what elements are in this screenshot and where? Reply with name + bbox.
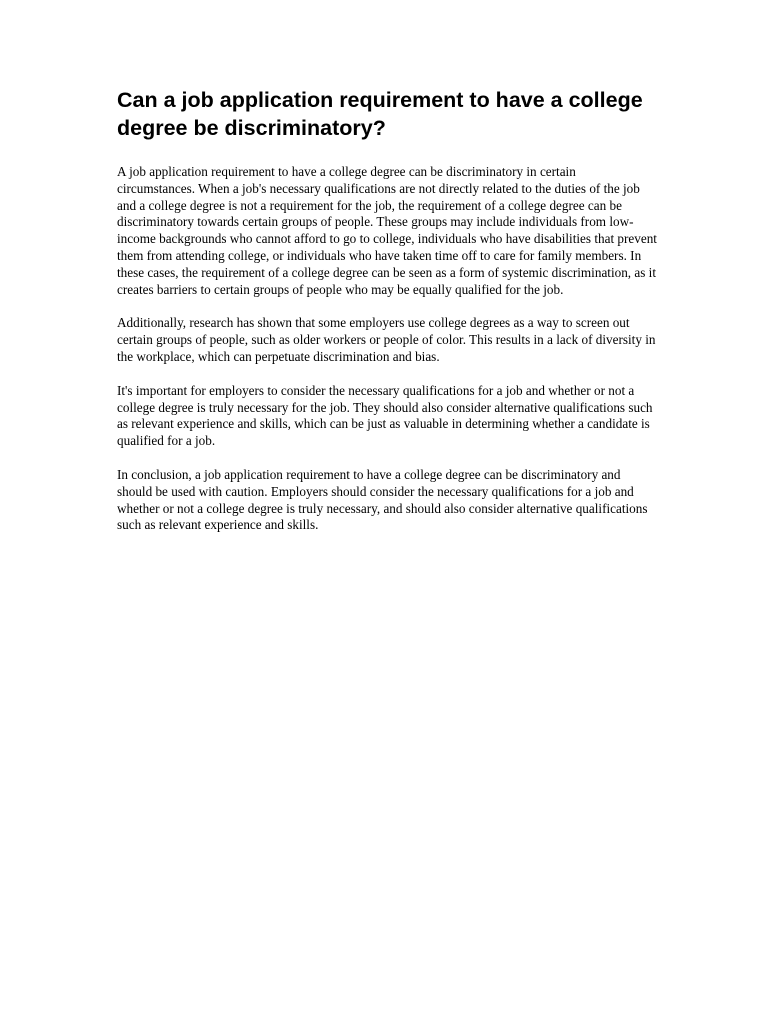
document-body [117, 86, 657, 551]
paragraph-intro: A job application requirement to have a college degree can be discriminatory in certain circumstances. When a job's necessary qualifications are not directly related to the duties of the job and a college degree is not a requirement for the job, the requirement of a college degree can be discriminatory towards certain groups of people. These groups may include individuals from low-income backgrounds who cannot afford to go to college, individuals who have disabilities that prevent them from attending college, or individuals who have taken time off to care for family members. In these cases, the requirement of a college degree can be seen as a form of systemic discrimination, as it creates barriers to certain groups of people who may be equally qualified for the job. [117, 164, 657, 297]
paragraph-conclusion: In conclusion, a job application requirement to have a college degree can be discriminatory and should be used with caution. Employers should consider the necessary qualifications for a job and whether or not a college degree is truly necessary, and should also consider alternative qualifications such as relevant experience and skills. [117, 466, 648, 533]
paragraph-research: Additionally, research has shown that some employers use college degrees as a way to screen out certain groups of people, such as older workers or people of color. This results in a lack of diversity in the workplace, which can perpetuate discrimination and bias. [117, 315, 656, 364]
document-title: Can a job application requirement to have a college degree be discriminatory? [117, 88, 643, 140]
paragraph-employers: It's important for employers to consider the necessary qualifications for a job and whether or not a college degree is truly necessary for the job. They should also consider alternative qualifications such as relevant experience and skills, which can be just as valuable in determining whether a candidate is qualified for a job. [117, 382, 653, 449]
